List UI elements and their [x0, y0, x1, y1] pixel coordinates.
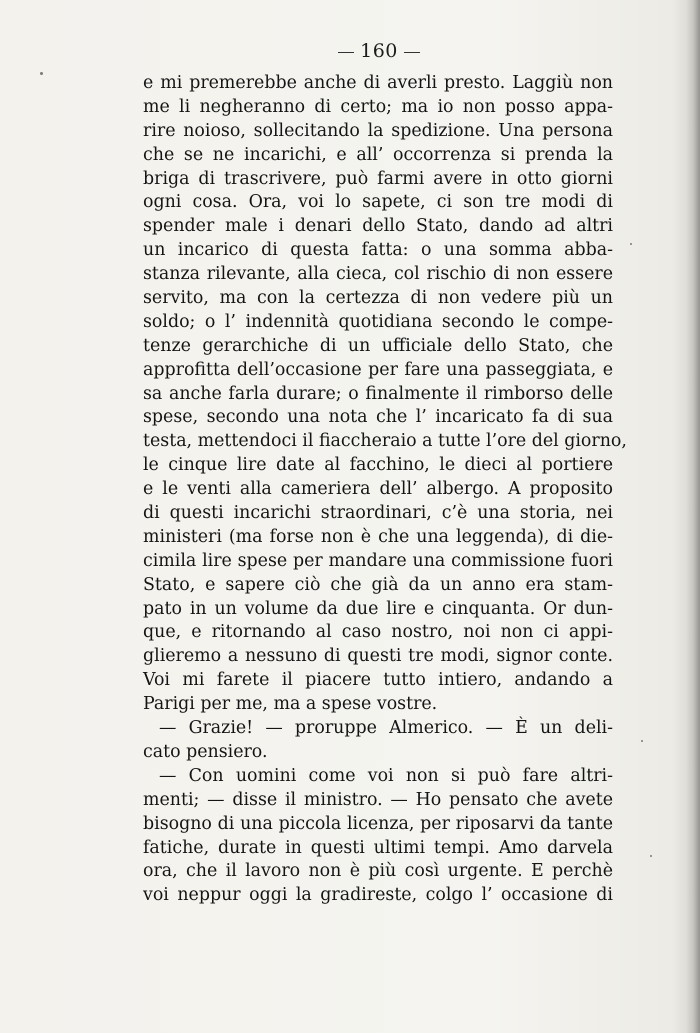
page-number: 160 — [360, 40, 398, 62]
text-line: rire noioso, sollecitando la spedizione. Una persona — [143, 120, 613, 141]
text-line: che se ne incarichi, e all’ occorrenza si prenda la — [143, 144, 613, 165]
paper-speck — [630, 243, 632, 245]
text-line: bisogno di una piccola licenza, per riposarvi da tante — [143, 813, 613, 834]
text-line: me li negheranno di certo; ma io non posso appa- — [143, 96, 613, 117]
text-line: menti; — disse il ministro. — Ho pensato che avete — [143, 789, 613, 810]
text-line: di questi incarichi straordinari, c’è una storia, nei — [143, 503, 613, 524]
text-line: soldo; o l’ indennità quotidiana secondo le compe- — [143, 311, 613, 332]
text-line: spese, secondo una nota che l’ incaricato fa di sua — [143, 407, 613, 428]
paper-speck — [40, 72, 43, 75]
text-line: e le venti alla cameriera dell’ albergo. A proposito — [143, 479, 613, 500]
text-line: sa anche farla durare; o finalmente il rimborso delle — [143, 383, 613, 404]
body-text — [143, 72, 627, 908]
text-line: cato pensiero. — [143, 741, 268, 762]
text-line: pato in un volume da due lire e cinquanta. Or dun- — [143, 598, 613, 619]
text-line: le cinque lire date al facchino, le dieci al portiere — [143, 455, 613, 476]
text-line: ministeri (ma forse non è che una leggenda), di die- — [143, 526, 613, 547]
text-line: glieremo a nessuno di questi tre modi, signor conte. — [143, 646, 613, 667]
text-line: fatiche, durate in questi ultimi tempi. Amo darvela — [143, 837, 613, 858]
header-dash-left — [338, 52, 354, 53]
text-line: tenze gerarchiche di un ufficiale dello Stato, che — [143, 335, 613, 356]
text-line: e mi premerebbe anche di averli presto. Laggiù non — [143, 73, 613, 93]
text-line: testa, mettendoci il fiaccheraio a tutte l’ore del giorno, — [143, 431, 627, 452]
text-line: que, e ritornando al caso nostro, noi non ci appi- — [143, 622, 613, 643]
text-line: briga di trascrivere, può farmi avere in otto giorni — [143, 168, 613, 189]
header-dash-right — [404, 52, 420, 53]
text-line: Voi mi farete il piacere tutto intiero, andando a — [143, 670, 613, 691]
page-header — [0, 40, 700, 62]
text-line: approfitta dell’occasione per fare una passeggiata, e — [143, 359, 613, 380]
text-line: ogni cosa. Ora, voi lo sapete, ci son tre modi di — [143, 192, 613, 213]
text-line: Parigi per me, ma a spese vostre. — [143, 694, 438, 715]
text-line: stanza rilevante, alla cieca, col rischio di non essere — [143, 264, 613, 285]
text-line: — Grazie! — proruppe Almerico. — È un deli- — [159, 718, 613, 739]
paper-speck — [641, 740, 643, 742]
text-line: cimila lire spese per mandare una commissione fuori — [143, 550, 613, 571]
text-line: Stato, e sapere ciò che già da un anno era stam- — [143, 574, 613, 595]
text-line: ora, che il lavoro non è più così urgente. E perchè — [143, 861, 613, 882]
text-line: servito, ma con la certezza di non vedere più un — [143, 288, 613, 309]
text-line: — Con uomini come voi non si può fare altri- — [159, 765, 613, 786]
text-line: un incarico di questa fatta: o una somma abba- — [143, 240, 613, 261]
paper-speck — [650, 855, 652, 857]
text-line: voi neppur oggi la gradireste, colgo l’ occasione di — [143, 885, 613, 906]
text-line: spender male i denari dello Stato, dando ad altri — [143, 216, 613, 237]
page-gutter-shadow — [686, 0, 700, 1033]
